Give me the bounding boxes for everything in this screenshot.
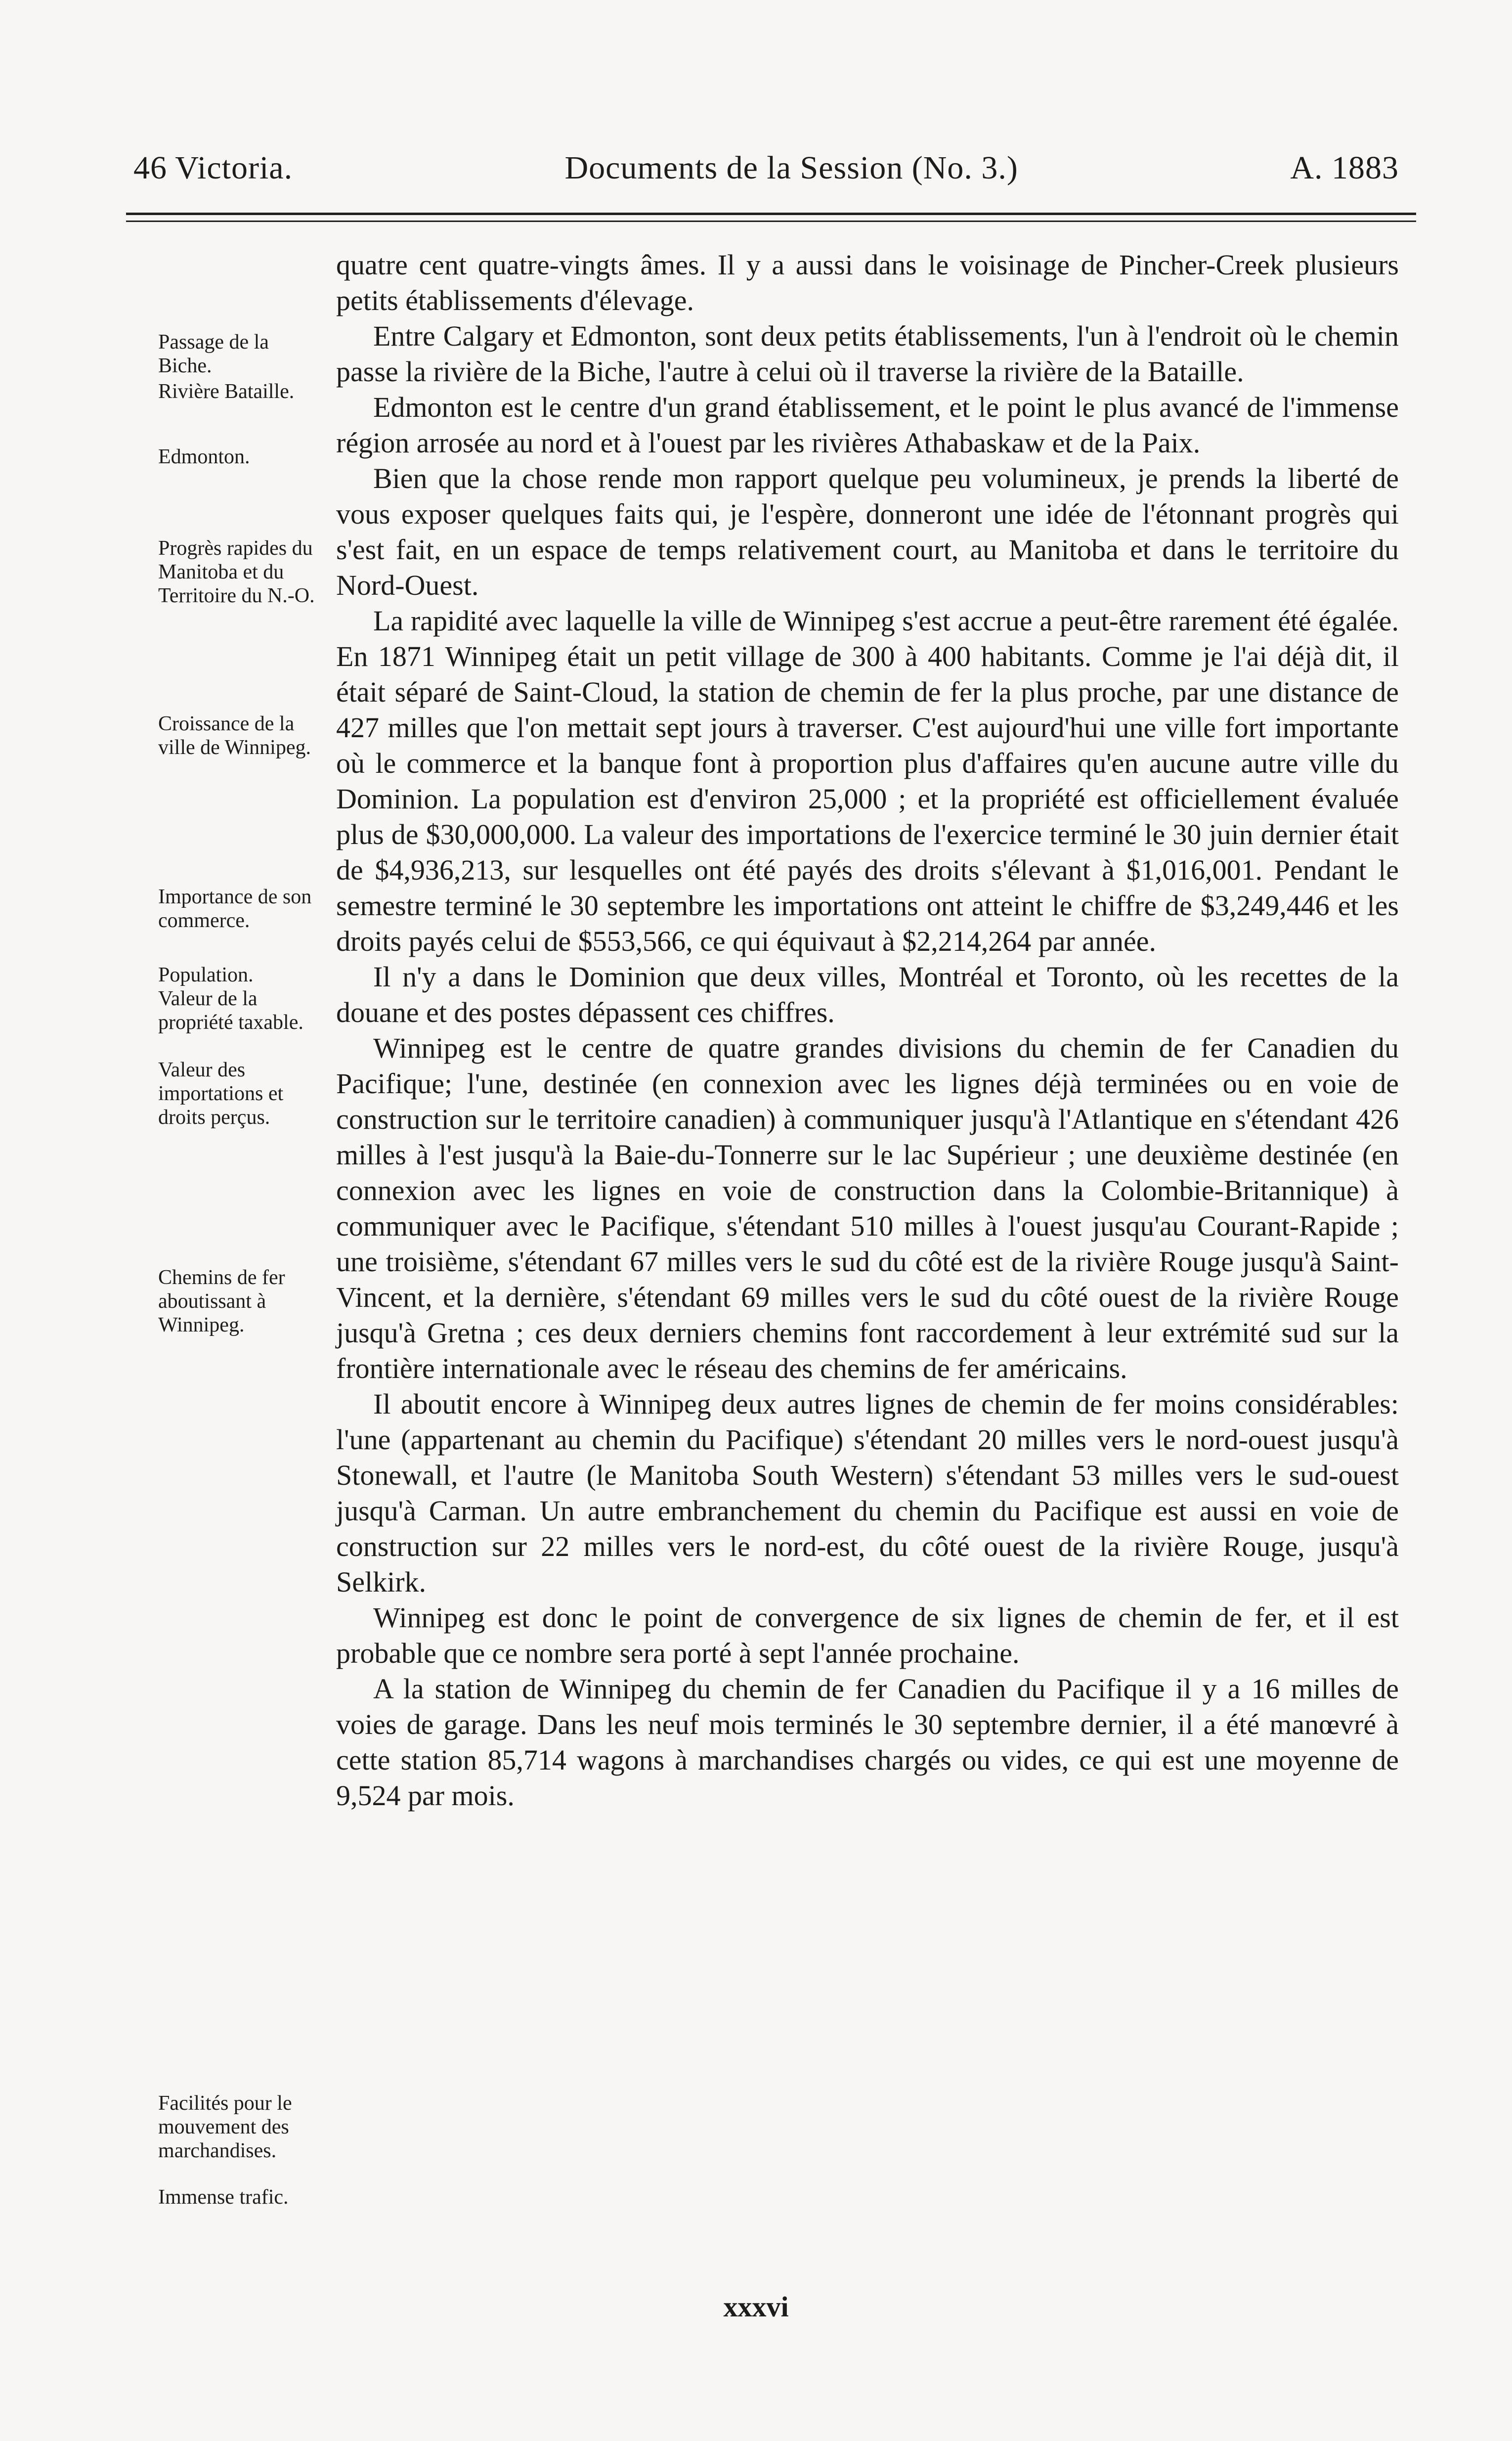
header-rule: [126, 213, 1416, 215]
margin-note: Valeur des importations et droits perçus.: [158, 1059, 284, 1129]
body-text: [336, 247, 1399, 1814]
paragraph: A la station de Winnipeg du chemin de fer Canadien du Pacifique il y a 16 milles de voies de garage. Dans les neuf mois terminés le 30 septembre dernier, il a été manœvré à cette station 85,714 wagons à marchandises chargés ou vides, ce qui est une moyenne de 9,524 par mois.: [336, 1673, 1399, 1812]
page-header: [133, 133, 1399, 187]
paragraph: Winnipeg est le centre de quatre grandes divisions du chemin de fer Canadien du Pacifique; l'une, destinée (en connexion avec les lignes déjà terminées ou en voie de construction sur le territoire canadien) à communiquer jusqu'à l'Atlantique en s'étendant 426 milles à l'est jusqu'à la Baie-du-Tonnerre sur le lac Supérieur ; une deuxième destinée (en connexion avec les lignes en voie de construction dans la Colombie-Britannique) à communiquer avec le Pacifique, s'étendant 510 milles à l'ouest jusqu'au Courant-Rapide ; une troisième, s'étendant 67 milles vers le sud du côté est de la rivière Rouge jusqu'à Saint-Vincent, et la dernière, s'étendant 69 milles vers le sud du côté ouest de la rivière Rouge jusqu'à Gretna ; ces deux derniers chemins font raccordement à leur extrémité sud sur la frontière internationale avec le réseau des chemins de fer américains.: [336, 1032, 1399, 1384]
header-left: 46 Victoria.: [133, 150, 293, 186]
paragraph: Il aboutit encore à Winnipeg deux autres lignes de chemin de fer moins considérables: l'une (appartenant au chemin du Pacifique) s'étendant 20 milles vers le nord-ouest jusqu'à Stonewall, et l'autre (le Manitoba South Western) s'étendant 53 milles vers le sud-ouest jusqu'à Carman. Un autre embranchement du chemin du Pacifique est aussi en voie de construction sur 22 milles vers le nord-est, du côté ouest de la rivière Rouge, jusqu'à Selkirk.: [336, 1388, 1399, 1598]
margin-note: Edmonton.: [158, 445, 250, 468]
paragraph: Edmonton est le centre d'un grand établissement, et le point le plus avancé de l'immense région arrosée au nord et à l'ouest par les rivières Athabaskaw et de la Paix.: [336, 391, 1399, 459]
header-center: Documents de la Session (No. 3.): [564, 150, 1018, 186]
page-footer-number: xxxvi: [723, 2291, 789, 2323]
margin-note: Importance de son commerce.: [158, 886, 312, 932]
paragraph: Winnipeg est donc le point de convergence de six lignes de chemin de fer, et il est probable que ce nombre sera porté à sept l'année prochaine.: [336, 1601, 1399, 1669]
header-right: A. 1883: [1290, 150, 1399, 186]
margin-note: Rivière Bataille.: [158, 380, 295, 403]
header-rule-thin: [126, 221, 1416, 222]
margin-note: Passage de la Biche.: [158, 331, 269, 377]
margin-note: Chemins de fer aboutissant à Winnipeg.: [158, 1266, 285, 1336]
margin-note: Facilités pour le mouvement des marchandises.: [158, 2092, 292, 2162]
margin-note: Croissance de la ville de Winnipeg.: [158, 712, 311, 759]
margin-note: Population.: [158, 964, 254, 986]
paragraph: La rapidité avec laquelle la ville de Winnipeg s'est accrue a peut-être rarement été égalée. En 1871 Winnipeg était un petit village de 300 à 400 habitants. Comme je l'ai déjà dit, il était séparé de Saint-Cloud, la station de chemin de fer la plus proche, par une distance de 427 milles que l'on mettait sept jours à traverser. C'est aujourd'hui une ville fort importante où le commerce et la banque font à proportion plus d'affaires qu'en aucune autre ville du Dominion. La population est d'environ 25,000 ; et la propriété est officiellement évaluée plus de $30,000,000. La valeur des importations de l'exercice terminé le 30 juin dernier était de $4,936,213, sur lesquelles ont été payés des droits s'élevant à $1,016,001. Pendant le semestre terminé le 30 septembre les importations ont atteint le chiffre de $3,249,446 et les droits payés celui de $553,566, ce qui équivaut à $2,214,264 par année.: [336, 605, 1399, 957]
paragraph: quatre cent quatre-vingts âmes. Il y a aussi dans le voisinage de Pincher-Creek plusieurs petits établissements d'élevage.: [336, 249, 1399, 316]
margin-note: Valeur de la propriété taxable.: [158, 987, 303, 1034]
margin-note: Immense trafic.: [158, 2186, 289, 2209]
paragraph: Bien que la chose rende mon rapport quelque peu volumineux, je prends la liberté de vous exposer quelques faits qui, je l'espère, donneront une idée de l'étonnant progrès qui s'est fait, en un espace de temps relativement court, au Manitoba et dans le territoire du Nord-Ouest.: [336, 462, 1399, 601]
paragraph: Entre Calgary et Edmonton, sont deux petits établissements, l'un à l'endroit où le chemin passe la rivière de la Biche, l'autre à celui où il traverse la rivière de la Bataille.: [336, 320, 1399, 388]
paragraph: Il n'y a dans le Dominion que deux villes, Montréal et Toronto, où les recettes de la douane et des postes dépassent ces chiffres.: [336, 961, 1399, 1028]
margin-note: Progrès rapides du Manitoba et du Territoire du N.-O.: [158, 537, 315, 607]
